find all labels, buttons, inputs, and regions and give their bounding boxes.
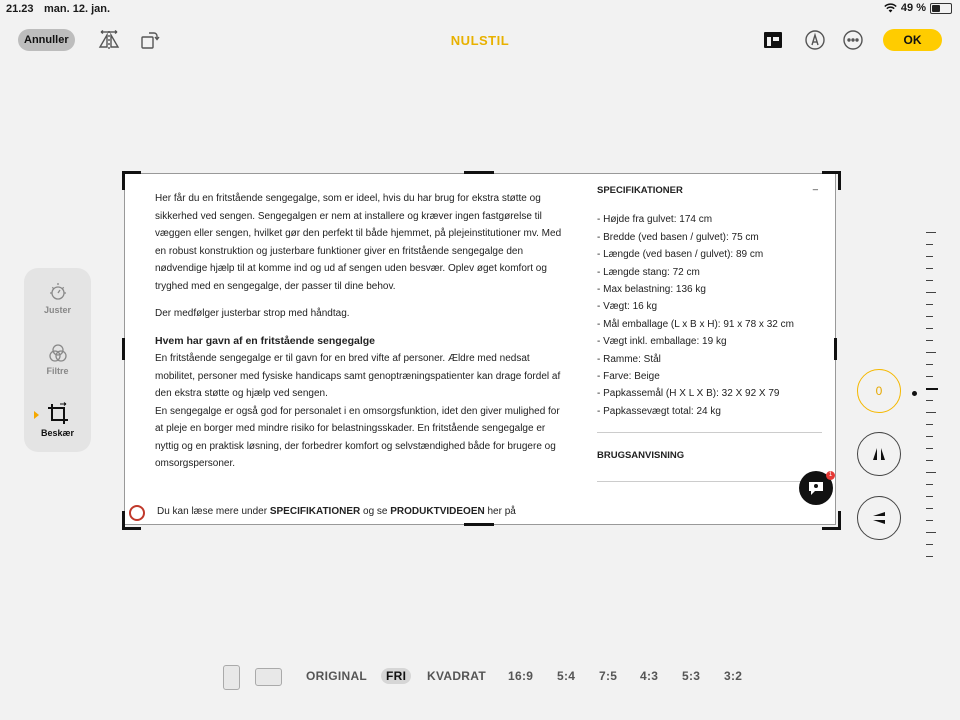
- ratio-16-9[interactable]: 16:9: [508, 669, 534, 683]
- paragraph-intro: Her får du en fritstående sengegalge, som er ideel, hvis du har brug for ekstra støtte og sikkerhed ved sengen. Sengegalgen er nem at installere og kræver ingen fastgørelse til væggen eller sengen, hvilket gør den perfekt til både hjemmet, på plejeinstitutioner mv. Med en robust konstruktion og justerbare funktioner giver en fritstående sengegalge den nødvendige hjælp til at komme ind og ud af sengen uden besvær. Oplev øget komfort og tryghed med en sengegalge, der passer til dine behov.: [155, 193, 562, 292]
- spec-item: - Vægt inkl. emballage: 19 kg: [597, 336, 727, 348]
- ratio-original[interactable]: ORIGINAL: [306, 669, 368, 683]
- ruler-tick: [926, 340, 933, 341]
- spec-item: - Vægt: 16 kg: [597, 301, 658, 313]
- tool-crop[interactable]: [24, 402, 91, 438]
- ratio-5-4[interactable]: 5:4: [557, 669, 576, 683]
- crop-handle-bottom-right[interactable]: [822, 511, 841, 530]
- ruler-tick: [926, 436, 933, 437]
- ruler-tick: [926, 472, 936, 473]
- more-icon[interactable]: [841, 28, 865, 52]
- markup-icon[interactable]: [803, 28, 827, 52]
- ruler-tick: [926, 304, 933, 305]
- filters-icon: [47, 342, 69, 364]
- ruler-tick: [926, 556, 933, 557]
- ruler-tick: [926, 352, 936, 353]
- ruler-tick: [926, 280, 933, 281]
- ruler-tick: [926, 232, 936, 233]
- ratio-7-5[interactable]: 7:5: [599, 669, 618, 683]
- ruler-tick: [926, 484, 933, 485]
- ruler-tick: [926, 496, 933, 497]
- paragraph-benefits: En fritstående sengegalge er til gavn for en bred vifte af personer. Ældre med nedsat mobilitet, personer med fysiske handicaps samt genoptræningspatienter kan drage fordel af den ekstra støtte og hjælp ved sengen.: [155, 353, 561, 399]
- reset-button[interactable]: NULSTIL: [450, 33, 510, 48]
- ruler-tick: [926, 268, 933, 269]
- spec-item: - Farve: Beige: [597, 371, 660, 383]
- ratio-5-3[interactable]: 5:3: [682, 669, 701, 683]
- spec-item: - Max belastning: 136 kg: [597, 284, 706, 296]
- collapse-icon: –: [812, 184, 818, 195]
- tool-crop-label: Beskær: [40, 428, 75, 438]
- cancel-button[interactable]: Annuller: [18, 29, 75, 51]
- specifications-column: [597, 182, 822, 482]
- tool-filters-label: Filtre: [46, 366, 69, 376]
- spec-title: SPECIFIKATIONER –: [597, 182, 822, 199]
- crop-handle-top-left[interactable]: [122, 171, 141, 190]
- ruler-tick: [926, 364, 933, 365]
- read-more-line: Du kan læse mere under SPECIFIKATIONER og se PRODUKTVIDEOEN her på: [157, 506, 516, 517]
- spec-item: - Bredde (ved basen / gulvet): 75 cm: [597, 231, 759, 243]
- tool-adjust-label: Juster: [43, 305, 71, 315]
- ruler-marker: [912, 391, 917, 396]
- section-heading: Hvem har gavn af en fritstående sengegalge: [155, 334, 375, 347]
- landscape-orientation-button[interactable]: [255, 668, 282, 686]
- crop-handle-top[interactable]: [464, 171, 494, 174]
- ruler-tick: [926, 412, 936, 413]
- status-date: man. 12. jan.: [44, 3, 111, 15]
- spec-item: - Ramme: Stål: [597, 353, 661, 365]
- crop-handle-bottom[interactable]: [464, 523, 494, 526]
- divider: [597, 432, 822, 433]
- edit-tools-panel: [24, 268, 91, 452]
- crop-handle-bottom-left[interactable]: [122, 511, 141, 530]
- spec-item: - Papkassevægt total: 24 kg: [597, 405, 721, 417]
- ruler-tick: [926, 292, 936, 293]
- straighten-button[interactable]: [857, 369, 901, 413]
- battery-icon: [930, 3, 952, 14]
- spec-item: - Mål emballage (L x B x H): 91 x 78 x 32 cm: [597, 318, 794, 330]
- chat-notification-badge: 1: [826, 471, 835, 480]
- spec-item: - Længde (ved basen / gulvet): 89 cm: [597, 249, 764, 261]
- spec-item: - Papkassemål (H X L X B): 32 X 92 X 79: [597, 388, 780, 400]
- horizontal-perspective-button[interactable]: [857, 496, 901, 540]
- ruler-tick: [926, 544, 933, 545]
- ratio-free[interactable]: FRI: [381, 668, 411, 684]
- crop-icon: [46, 402, 70, 426]
- vertical-perspective-icon: [870, 445, 888, 463]
- ruler-tick: [926, 328, 933, 329]
- usage-title: BRUGSANVISNING: [597, 450, 685, 462]
- aspect-ratio-icon[interactable]: [761, 28, 785, 52]
- aspect-ratio-bar: [0, 665, 960, 689]
- ratio-4-3[interactable]: 4:3: [640, 669, 659, 683]
- ruler-tick: [926, 256, 933, 257]
- ruler-tick: [926, 460, 933, 461]
- ruler-tick: [926, 532, 936, 533]
- ruler-tick: [926, 424, 933, 425]
- paragraph-strap: Der medfølger justerbar strop med håndtag.: [155, 308, 350, 319]
- ruler-tick: [926, 448, 933, 449]
- battery-percent: 49 %: [900, 2, 926, 14]
- ratio-3-2[interactable]: 3:2: [724, 669, 743, 683]
- portrait-orientation-button[interactable]: [223, 665, 240, 690]
- divider: [597, 481, 822, 482]
- ruler-tick: [926, 244, 933, 245]
- active-indicator: [34, 411, 39, 419]
- rotation-ruler[interactable]: [926, 232, 938, 556]
- status-time: 21.23: [6, 3, 34, 15]
- rotation-value: 0: [875, 384, 883, 398]
- ruler-tick: [926, 316, 933, 317]
- horizontal-perspective-icon: [870, 509, 888, 527]
- ratio-square[interactable]: KVADRAT: [427, 669, 486, 683]
- crop-handle-left[interactable]: [122, 338, 125, 360]
- vertical-perspective-button[interactable]: [857, 432, 901, 476]
- tool-adjust[interactable]: [24, 281, 91, 315]
- ok-button[interactable]: OK: [883, 29, 942, 51]
- ruler-tick: [926, 520, 933, 521]
- ruler-tick: [926, 376, 933, 377]
- spec-list: [597, 211, 822, 420]
- crop-handle-top-right[interactable]: [822, 171, 841, 190]
- crop-handle-right[interactable]: [834, 338, 837, 360]
- tool-filters[interactable]: [24, 342, 91, 376]
- document-body: [155, 190, 565, 483]
- paragraph-staff: En sengegalge er også god for personalet i en omsorgsfunktion, idet den giver mulighed for at pleje en borger med mindre risiko for belastningsskader. En fritstående sengegalge er nyttig og en praktisk løsning, der forbedrer komfort og selvstændighed både for brugere og omsorgspersoner.: [155, 405, 560, 469]
- photo-canvas[interactable]: [125, 174, 835, 524]
- ruler-tick: [926, 508, 933, 509]
- ruler-tick: [926, 400, 933, 401]
- spec-item: - Længde stang: 72 cm: [597, 266, 700, 278]
- wifi-icon: [884, 3, 897, 13]
- dial-icon: [47, 281, 69, 303]
- ruler-tick: [926, 388, 938, 390]
- spec-item: - Højde fra gulvet: 174 cm: [597, 214, 713, 226]
- status-right: [884, 2, 952, 14]
